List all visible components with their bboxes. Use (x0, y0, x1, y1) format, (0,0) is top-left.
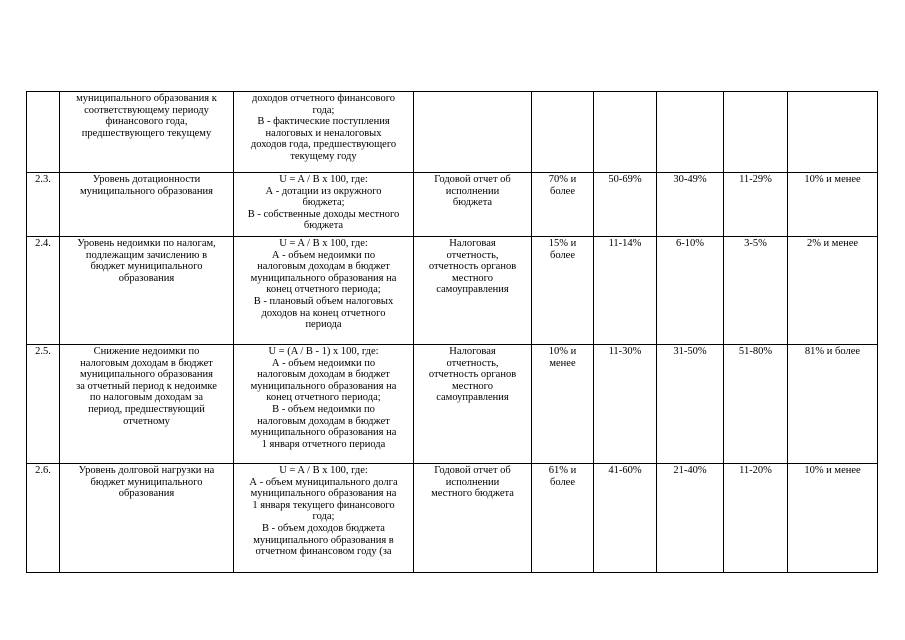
score-range-3-line: 6-10% (676, 238, 704, 249)
data-source (414, 173, 532, 237)
score-range-2-line: 11-14% (608, 238, 642, 249)
calculation-formula-line: налоговых и неналоговых (265, 127, 382, 139)
indicator-name-line: отчетному (123, 415, 170, 427)
calculation-formula-line: муниципального образования в (253, 534, 394, 546)
data-source-line: исполнении (445, 185, 500, 197)
indicator-name-line: бюджет муниципального (90, 476, 203, 488)
score-range-2-line: 50-69% (608, 174, 642, 185)
score-range-2 (594, 464, 657, 573)
data-source-line: местного (452, 380, 493, 392)
calculation-formula (234, 92, 414, 173)
calculation-formula-line: А - дотации из окружного (265, 185, 382, 197)
indicator-name-line: образования (118, 272, 175, 284)
calculation-formula-line: U = A / B x 100, где: (279, 174, 368, 185)
score-range-2 (594, 173, 657, 237)
calculation-formula-line: 1 января текущего финансового (252, 499, 395, 511)
indicator-name-line: муниципального образования (80, 185, 213, 197)
calculation-formula-line: А - объем муниципального долга (249, 476, 398, 488)
data-source-line: отчетность органов (428, 261, 517, 273)
data-source (414, 92, 532, 173)
table-row (27, 173, 878, 237)
row-number: 2.4. (27, 237, 60, 345)
score-range-3 (657, 237, 724, 345)
indicator-name (60, 92, 234, 173)
calculation-formula-line: бюджета; (302, 197, 345, 209)
score-range-1 (532, 464, 594, 573)
score-range-2 (594, 345, 657, 464)
score-range-5 (788, 345, 878, 464)
data-source-line: отчетность, (446, 249, 499, 261)
indicator-name-line: муниципального образования (80, 369, 213, 381)
data-source-line: бюджета (452, 197, 493, 209)
data-source-line: Налоговая (449, 238, 496, 249)
indicator-name-line: период, предшествующий (88, 403, 205, 415)
table-row (27, 237, 878, 345)
indicator-name-line: подлежащим зачислению в (85, 249, 208, 261)
indicator-name-line: соответствующему периоду (84, 104, 209, 116)
score-range-5-line: 10% и менее (804, 465, 861, 476)
calculation-formula-line: В - собственные доходы местного (247, 208, 400, 220)
data-source-line: самоуправления (436, 284, 509, 296)
score-range-4 (724, 464, 788, 573)
calculation-formula-line: конец отчетного периода; (266, 284, 381, 296)
score-range-2-line: 11-30% (608, 346, 642, 357)
table-row (27, 92, 878, 173)
score-range-4-line: 51-80% (738, 346, 773, 357)
score-range-5 (788, 173, 878, 237)
indicator-name-line: за отчетный период к недоимке (76, 380, 217, 392)
indicator-name-line: финансового года, (105, 116, 188, 128)
score-range-1 (532, 237, 594, 345)
data-source-line: отчетность органов (428, 369, 517, 381)
indicator-name-line: Уровень дотационности (92, 174, 201, 185)
calculation-formula-line: конец отчетного периода; (266, 392, 381, 404)
score-range-3 (657, 345, 724, 464)
score-range-1-line: более (549, 249, 575, 261)
calculation-formula-line: U = (A / B - 1) x 100, где: (268, 346, 379, 357)
data-source-line: отчетность, (446, 357, 499, 369)
score-range-1-line: 70% и (548, 174, 577, 185)
calculation-formula (234, 173, 414, 237)
score-range-4 (724, 237, 788, 345)
calculation-formula-line: А - объем недоимки по (271, 357, 376, 369)
calculation-formula (234, 464, 414, 573)
calculation-formula-line: года; (312, 511, 335, 523)
calculation-formula (234, 345, 414, 464)
indicator-name (60, 464, 234, 573)
calculation-formula-line: В - объем недоимки по (272, 403, 375, 415)
row-number: 2.6. (27, 464, 60, 573)
indicator-name-line: по налоговым доходам за (89, 392, 204, 404)
indicator-name (60, 173, 234, 237)
indicator-name-line: предшествующего текущему (81, 127, 212, 139)
indicator-name-line: Снижение недоимки по (93, 346, 200, 357)
indicator-name (60, 237, 234, 345)
score-range-1 (532, 345, 594, 464)
calculation-formula-line: налоговым доходам в бюджет (257, 415, 390, 427)
data-source-line: местного бюджета (431, 488, 514, 500)
score-range-4 (724, 92, 788, 173)
score-range-4 (724, 173, 788, 237)
calculation-formula-line: доходов на конец отчетного (261, 307, 386, 319)
score-range-1-line: 10% и (548, 346, 577, 357)
calculation-formula-line: текущему году (290, 150, 357, 162)
calculation-formula-line: В - плановый объем налоговых (253, 295, 394, 307)
data-source (414, 345, 532, 464)
indicator-name (60, 345, 234, 464)
score-range-5-line: 2% и менее (806, 238, 859, 249)
indicator-name-line: муниципального образования к (76, 93, 217, 104)
data-source-line: Годовой отчет об (434, 465, 511, 476)
data-source (414, 464, 532, 573)
score-range-1-line: 61% и (548, 465, 577, 476)
score-range-3 (657, 173, 724, 237)
calculation-formula-line: налоговым доходам в бюджет (257, 369, 390, 381)
score-range-1 (532, 173, 594, 237)
score-range-2-line: 41-60% (608, 465, 642, 476)
row-number (27, 92, 60, 173)
score-range-4-line: 3-5% (744, 238, 767, 249)
score-range-3-line: 21-40% (673, 465, 707, 476)
calculation-formula-line: U = A / B x 100, где: (279, 238, 368, 249)
data-source-line: исполнении (445, 476, 500, 488)
indicator-name-line: Уровень недоимки по налогам, (77, 238, 216, 249)
indicators-table (26, 91, 878, 573)
row-number: 2.5. (27, 345, 60, 464)
score-range-4-line: 11-29% (739, 174, 772, 185)
score-range-1 (532, 92, 594, 173)
indicator-name-line: образования (118, 488, 175, 500)
score-range-2 (594, 237, 657, 345)
calculation-formula-line: бюджета (303, 220, 344, 232)
calculation-formula-line: U = A / B x 100, где: (279, 465, 368, 476)
calculation-formula-line: года; (312, 104, 335, 116)
calculation-formula-line: муниципального образования на (250, 427, 397, 439)
calculation-formula-line: муниципального образования на (250, 272, 397, 284)
indicator-name-line: налоговым доходам в бюджет (80, 357, 213, 369)
calculation-formula-line: В - объем доходов бюджета (262, 522, 385, 534)
score-range-5 (788, 92, 878, 173)
data-source-line: самоуправления (436, 392, 509, 404)
score-range-1-line: более (549, 185, 575, 197)
score-range-3-line: 30-49% (673, 174, 707, 185)
calculation-formula-line: доходов отчетного финансового (252, 93, 395, 104)
row-number: 2.3. (27, 173, 60, 237)
score-range-5 (788, 237, 878, 345)
score-range-1-line: более (549, 476, 575, 488)
data-source-line: местного (452, 272, 493, 284)
score-range-3 (657, 464, 724, 573)
table-row (27, 345, 878, 464)
score-range-3-line: 31-50% (673, 346, 707, 357)
calculation-formula (234, 237, 414, 345)
data-source-line: Налоговая (449, 346, 496, 357)
indicator-name-line: бюджет муниципального (90, 261, 203, 273)
calculation-formula-line: налоговым доходам в бюджет (257, 261, 390, 273)
indicator-name-line: Уровень долговой нагрузки на (78, 465, 215, 476)
score-range-5-line: 10% и менее (804, 174, 861, 185)
data-source-line: Годовой отчет об (434, 174, 511, 185)
score-range-4 (724, 345, 788, 464)
calculation-formula-line: В - фактические поступления (257, 116, 390, 128)
score-range-2 (594, 92, 657, 173)
calculation-formula-line: 1 января отчетного периода (261, 438, 386, 450)
calculation-formula-line: отчетном финансовом году (за (255, 546, 392, 558)
score-range-1-line: менее (549, 357, 576, 369)
calculation-formula-line: доходов года, предшествующего (250, 139, 397, 151)
calculation-formula-line: муниципального образования на (250, 380, 397, 392)
score-range-4-line: 11-20% (739, 465, 772, 476)
calculation-formula-line: периода (305, 319, 342, 331)
table-row (27, 464, 878, 573)
calculation-formula-line: А - объем недоимки по (271, 249, 376, 261)
score-range-3 (657, 92, 724, 173)
score-range-5 (788, 464, 878, 573)
score-range-5-line: 81% и более (804, 346, 861, 357)
calculation-formula-line: муниципального образования на (250, 488, 397, 500)
data-source (414, 237, 532, 345)
score-range-1-line: 15% и (548, 238, 577, 249)
